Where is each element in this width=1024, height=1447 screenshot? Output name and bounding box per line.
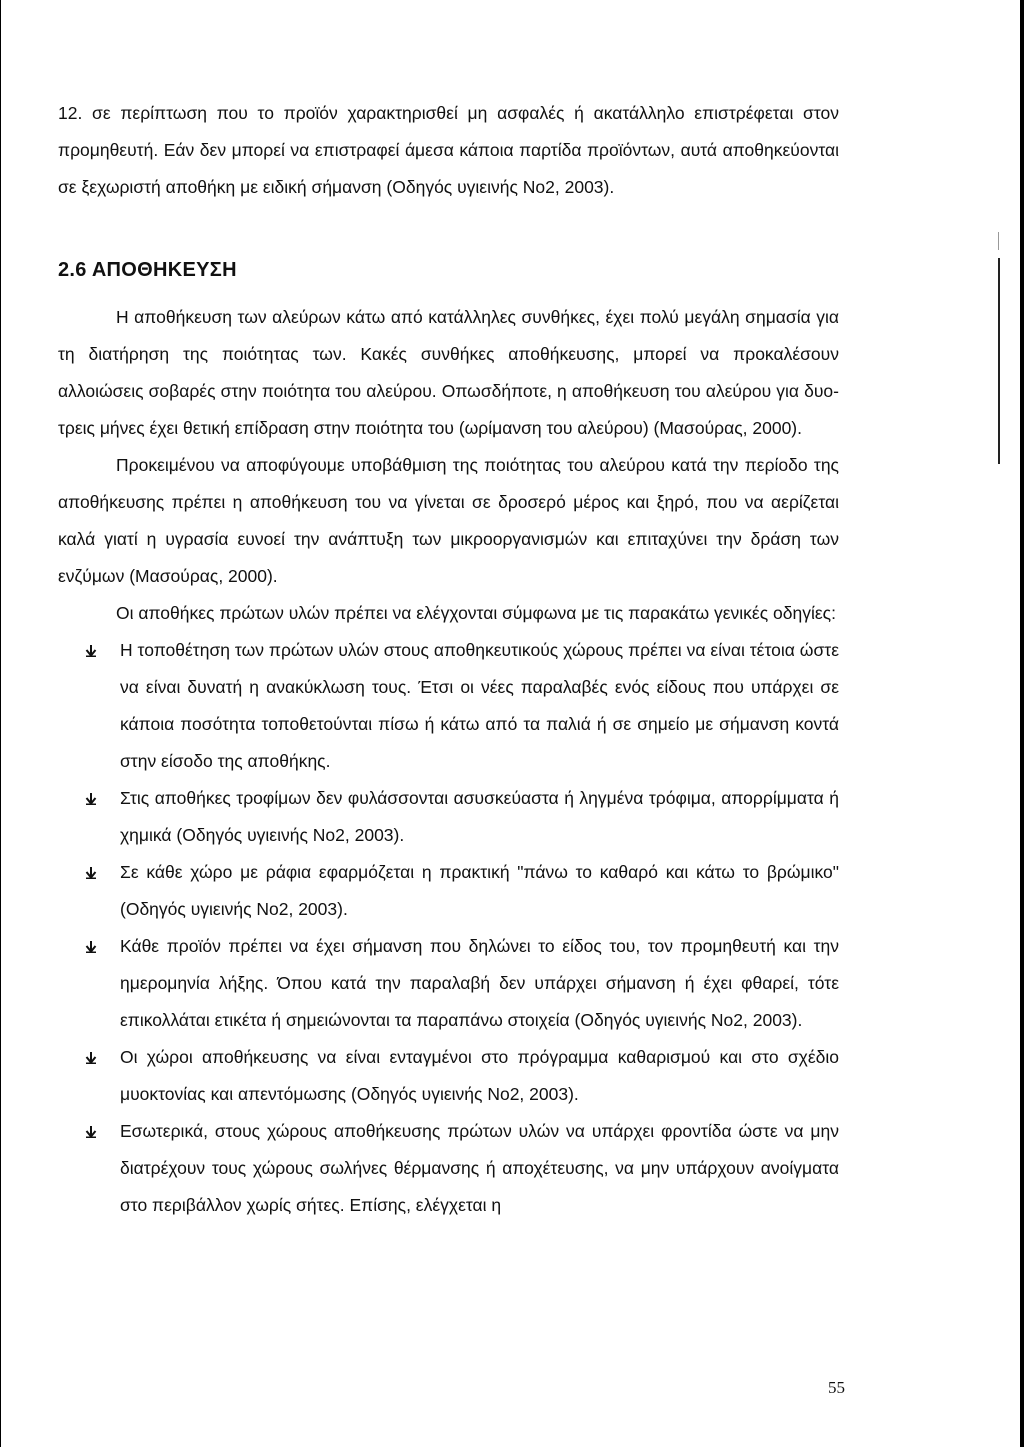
list-item-12: 12. σε περίπτωση που το προϊόν χαρακτηρισθεί μη ασφαλές ή ακατάλληλο επιστρέφεται στον προμηθευτή. Εάν δεν μπορεί να επιστραφεί άμεσα κάποια παρτίδα προϊόντων, αυτά αποθηκεύονται σε ξεχωριστή αποθήκη με ειδική σήμανση (Οδηγός υγιεινής Νο2, 2003). <box>58 103 839 197</box>
arrow-down-icon <box>85 928 97 965</box>
list-item-text: Η τοποθέτηση των πρώτων υλών στους αποθηκευτικούς χώρους πρέπει να είναι τέτοια ώστε να είναι δυνατή η ανακύκλωση τους. Έτσι οι νέες παραλαβές ενός είδους που υπάρχει σε κάποια ποσότητα τοποθετούνται πίσω ή κάτω από τα παλιά ή σε σημείο με σήμανση κοντά στην είσοδο της αποθήκης. <box>120 640 839 771</box>
section-paragraph-2: Προκειμένου να αποφύγουμε υποβάθμιση της ποιότητας του αλεύρου κατά την περίοδο της αποθήκευσης πρέπει η αποθήκευση του να γίνεται σε δροσερό μέρος και ξηρό, που να αερίζεται καλά γιατί η υγρασία ευνοεί την ανάπτυξη των μικροοργανισμών και επιταχύνει την δράση των ενζύμων (Μασούρας, 2000). <box>58 455 839 586</box>
list-item-text: Κάθε προϊόν πρέπει να έχει σήμανση που δηλώνει το είδος του, τον προμηθευτή και την ημερομηνία λήξης. Όπου κατά την παραλαβή δεν υπάρχει σήμανση ή έχει φθαρεί, τότε επικολλάται ετικέτα ή σημειώνονται τα παραπάνω στοιχεία (Οδηγός υγιεινής Νο2, 2003). <box>120 936 839 1030</box>
scan-artifact-dots <box>998 232 999 250</box>
scan-edge-right <box>1020 0 1024 1447</box>
guidelines-list <box>58 632 839 1224</box>
arrow-down-icon <box>85 780 97 817</box>
scan-edge-left <box>0 0 1 1447</box>
list-item-text: Οι χώροι αποθήκευσης να είναι ενταγμένοι στο πρόγραμμα καθαρισμού και στο σχέδιο μυοκτονίας και απεντόμωσης (Οδηγός υγιεινής Νο2, 2003). <box>120 1047 839 1104</box>
section-paragraph-3: Οι αποθήκες πρώτων υλών πρέπει να ελέγχονται σύμφωνα με τις παρακάτω γενικές οδηγίες: <box>116 603 836 623</box>
list-item <box>58 928 839 1039</box>
list-item-text: Εσωτερικά, στους χώρους αποθήκευσης πρώτων υλών να υπάρχει φροντίδα ώστε να μην διατρέχουν τους χώρους σωλήνες θέρμανσης ή αποχέτευσης, να μην υπάρχουν ανοίγματα στο περιβάλλον χωρίς σήτες. Επίσης, ελέγχεται η <box>120 1121 839 1215</box>
list-item <box>58 1113 839 1224</box>
list-item-text: Στις αποθήκες τροφίμων δεν φυλάσσονται ασυσκεύαστα ή ληγμένα τρόφιμα, απορρίμματα ή χημικά (Οδηγός υγιεινής Νο2, 2003). <box>120 788 839 845</box>
arrow-down-icon <box>85 1039 97 1076</box>
arrow-down-icon <box>85 854 97 891</box>
list-item-text: Σε κάθε χώρο με ράφια εφαρμόζεται η πρακτική "πάνω το καθαρό και κάτω το βρώμικο"(Οδηγός υγιεινής Νο2, 2003). <box>120 862 839 919</box>
page-number: 55 <box>828 1378 845 1397</box>
list-item <box>58 780 839 854</box>
arrow-down-icon <box>85 1113 97 1150</box>
list-item <box>58 632 839 780</box>
section-paragraph-1: Η αποθήκευση των αλεύρων κάτω από κατάλληλες συνθήκες, έχει πολύ μεγάλη σημασία για τη διατήρηση της ποιότητας των. Κακές συνθήκες αποθήκευσης, μπορεί να προκαλέσουν αλλοιώσεις σοβαρές στην ποιότητα του αλεύρου. Οπωσδήποτε, η αποθήκευση του αλεύρου για δυο-τρεις μήνες έχει θετική επίδραση στην ποιότητα του (ωρίμανση του αλεύρου) (Μασούρας, 2000). <box>58 307 839 438</box>
arrow-down-icon <box>85 632 97 669</box>
list-item <box>58 1039 839 1113</box>
document-body <box>58 95 839 1224</box>
section-heading: 2.6 ΑΠΟΘΗΚΕΥΣΗ <box>58 259 237 281</box>
list-item <box>58 854 839 928</box>
scan-artifact-line <box>998 258 1000 464</box>
